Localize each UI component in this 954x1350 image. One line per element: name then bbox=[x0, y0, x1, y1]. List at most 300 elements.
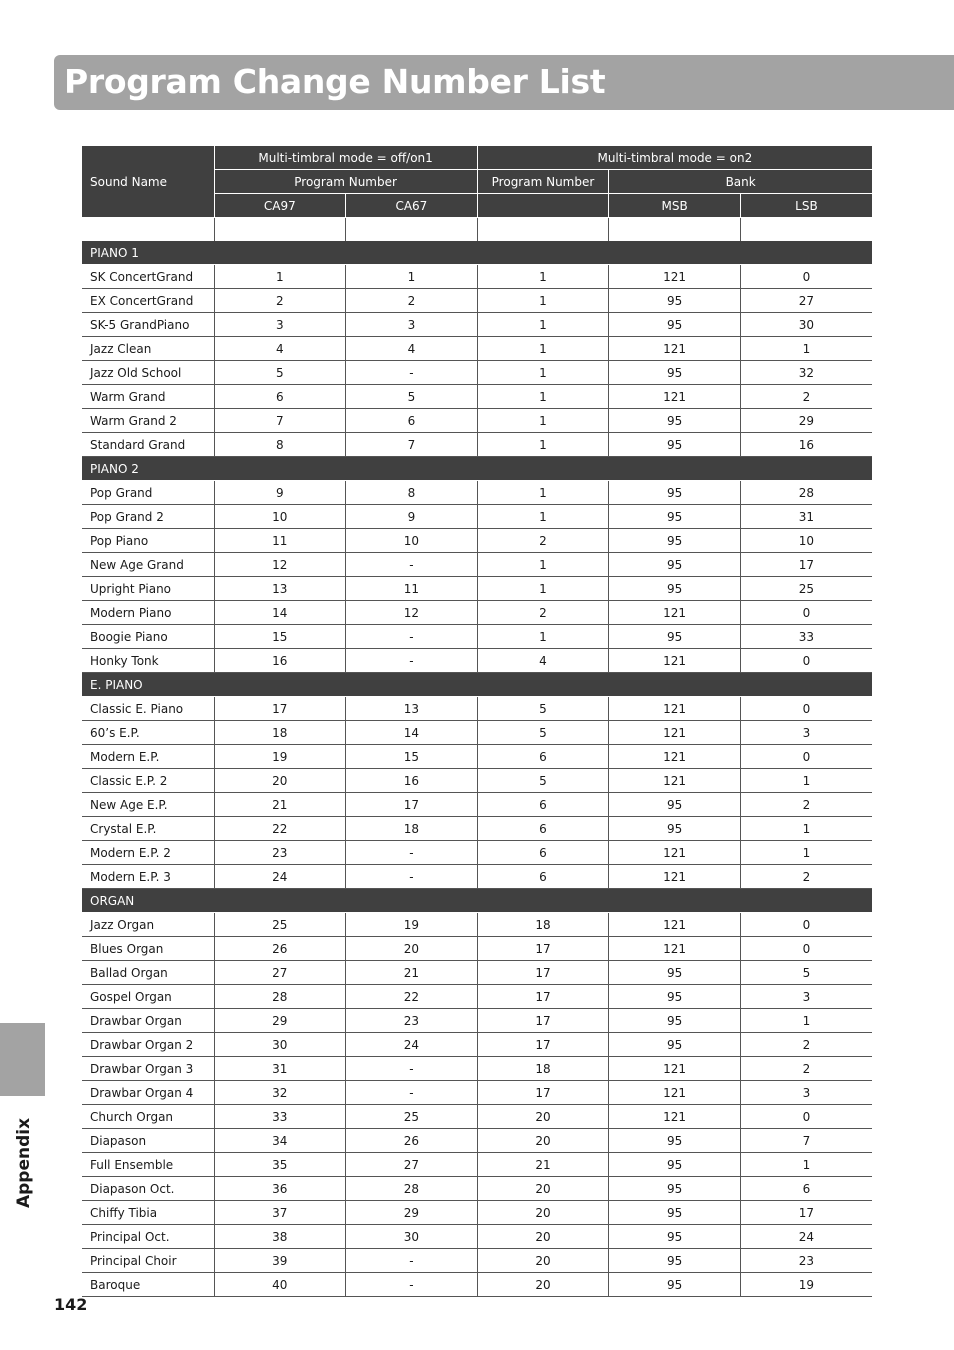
sound-name-cell: Warm Grand 2 bbox=[82, 409, 214, 433]
lsb-cell: 17 bbox=[740, 553, 872, 577]
program-number-cell: 1 bbox=[477, 385, 609, 409]
ca97-cell: 1 bbox=[214, 265, 346, 289]
msb-cell: 95 bbox=[609, 793, 741, 817]
table-row bbox=[82, 553, 872, 577]
program-number-cell: 6 bbox=[477, 817, 609, 841]
program-number-blank-header bbox=[477, 194, 609, 218]
program-number-cell: 20 bbox=[477, 1129, 609, 1153]
section-tab-label: Appendix bbox=[14, 1117, 34, 1209]
sound-name-cell: Classic E. Piano bbox=[82, 697, 214, 721]
sound-name-cell: SK ConcertGrand bbox=[82, 265, 214, 289]
ca67-cell: - bbox=[346, 625, 478, 649]
ca97-cell: 10 bbox=[214, 505, 346, 529]
ca67-cell: - bbox=[346, 361, 478, 385]
table-row bbox=[82, 937, 872, 961]
sound-name-cell: Honky Tonk bbox=[82, 649, 214, 673]
msb-cell: 95 bbox=[609, 505, 741, 529]
lsb-cell: 6 bbox=[740, 1177, 872, 1201]
lsb-header: LSB bbox=[740, 194, 872, 218]
table-row bbox=[82, 865, 872, 889]
lsb-cell: 17 bbox=[740, 1201, 872, 1225]
ca97-cell: 2 bbox=[214, 289, 346, 313]
program-number-cell: 1 bbox=[477, 265, 609, 289]
table-row bbox=[82, 1057, 872, 1081]
table-row bbox=[82, 1177, 872, 1201]
ca97-cell: 15 bbox=[214, 625, 346, 649]
sound-name-cell: Diapason bbox=[82, 1129, 214, 1153]
table-row bbox=[82, 385, 872, 409]
ca67-cell: 21 bbox=[346, 961, 478, 985]
table-row bbox=[82, 337, 872, 361]
sound-name-cell: New Age Grand bbox=[82, 553, 214, 577]
spacer-cell bbox=[477, 218, 609, 242]
program-number-cell: 6 bbox=[477, 841, 609, 865]
lsb-cell: 10 bbox=[740, 529, 872, 553]
lsb-cell: 24 bbox=[740, 1225, 872, 1249]
ca67-cell: 11 bbox=[346, 577, 478, 601]
lsb-cell: 1 bbox=[740, 1009, 872, 1033]
program-number-cell: 17 bbox=[477, 985, 609, 1009]
sound-name-cell: Classic E.P. 2 bbox=[82, 769, 214, 793]
ca97-cell: 18 bbox=[214, 721, 346, 745]
program-number-cell: 1 bbox=[477, 409, 609, 433]
ca67-cell: 2 bbox=[346, 289, 478, 313]
ca67-cell: - bbox=[346, 649, 478, 673]
table-row bbox=[82, 961, 872, 985]
lsb-cell: 16 bbox=[740, 433, 872, 457]
msb-cell: 95 bbox=[609, 481, 741, 505]
ca67-cell: 30 bbox=[346, 1225, 478, 1249]
lsb-cell: 32 bbox=[740, 361, 872, 385]
msb-cell: 95 bbox=[609, 985, 741, 1009]
msb-cell: 121 bbox=[609, 337, 741, 361]
program-number-cell: 1 bbox=[477, 625, 609, 649]
ca97-cell: 29 bbox=[214, 1009, 346, 1033]
lsb-cell: 3 bbox=[740, 721, 872, 745]
ca67-cell: - bbox=[346, 1249, 478, 1273]
program-number-cell: 5 bbox=[477, 721, 609, 745]
ca97-cell: 6 bbox=[214, 385, 346, 409]
ca67-cell: - bbox=[346, 1057, 478, 1081]
table-row bbox=[82, 793, 872, 817]
sound-name-cell: Modern E.P. 2 bbox=[82, 841, 214, 865]
table-row bbox=[82, 625, 872, 649]
lsb-cell: 5 bbox=[740, 961, 872, 985]
ca97-cell: 11 bbox=[214, 529, 346, 553]
ca97-cell: 31 bbox=[214, 1057, 346, 1081]
ca97-cell: 35 bbox=[214, 1153, 346, 1177]
program-number-cell: 1 bbox=[477, 553, 609, 577]
sound-name-cell: 60’s E.P. bbox=[82, 721, 214, 745]
lsb-cell: 2 bbox=[740, 385, 872, 409]
sound-name-cell: Drawbar Organ 2 bbox=[82, 1033, 214, 1057]
table-row bbox=[82, 409, 872, 433]
table-row bbox=[82, 1009, 872, 1033]
lsb-cell: 31 bbox=[740, 505, 872, 529]
lsb-cell: 28 bbox=[740, 481, 872, 505]
table-row bbox=[82, 841, 872, 865]
sound-name-cell: Drawbar Organ 4 bbox=[82, 1081, 214, 1105]
ca97-cell: 7 bbox=[214, 409, 346, 433]
table-row bbox=[82, 1225, 872, 1249]
msb-cell: 121 bbox=[609, 697, 741, 721]
ca97-cell: 19 bbox=[214, 745, 346, 769]
msb-cell: 121 bbox=[609, 385, 741, 409]
msb-cell: 95 bbox=[609, 1201, 741, 1225]
lsb-cell: 1 bbox=[740, 1153, 872, 1177]
lsb-cell: 3 bbox=[740, 1081, 872, 1105]
lsb-cell: 25 bbox=[740, 577, 872, 601]
ca97-cell: 36 bbox=[214, 1177, 346, 1201]
sound-name-cell: Upright Piano bbox=[82, 577, 214, 601]
msb-cell: 121 bbox=[609, 1081, 741, 1105]
table-row bbox=[82, 529, 872, 553]
category-row bbox=[82, 889, 872, 913]
sound-name-cell: Boogie Piano bbox=[82, 625, 214, 649]
table-row bbox=[82, 913, 872, 937]
program-number-cell: 21 bbox=[477, 1153, 609, 1177]
lsb-cell: 7 bbox=[740, 1129, 872, 1153]
ca67-cell: 22 bbox=[346, 985, 478, 1009]
multi-timbral-off-header: Multi-timbral mode = off/on1 bbox=[214, 146, 477, 170]
bank-header: Bank bbox=[609, 170, 872, 194]
spacer-cell bbox=[214, 218, 346, 242]
sound-name-cell: New Age E.P. bbox=[82, 793, 214, 817]
ca67-cell: 3 bbox=[346, 313, 478, 337]
lsb-cell: 2 bbox=[740, 1033, 872, 1057]
table-row bbox=[82, 1249, 872, 1273]
program-number-header-right: Program Number bbox=[477, 170, 609, 194]
ca97-cell: 8 bbox=[214, 433, 346, 457]
ca97-cell: 12 bbox=[214, 553, 346, 577]
ca67-cell: 18 bbox=[346, 817, 478, 841]
msb-cell: 95 bbox=[609, 1249, 741, 1273]
ca97-cell: 25 bbox=[214, 913, 346, 937]
program-number-cell: 20 bbox=[477, 1105, 609, 1129]
ca97-cell: 23 bbox=[214, 841, 346, 865]
ca97-cell: 28 bbox=[214, 985, 346, 1009]
program-number-cell: 17 bbox=[477, 1009, 609, 1033]
table-row bbox=[82, 769, 872, 793]
program-number-cell: 1 bbox=[477, 577, 609, 601]
msb-cell: 95 bbox=[609, 1273, 741, 1297]
table-row bbox=[82, 697, 872, 721]
ca67-cell: 14 bbox=[346, 721, 478, 745]
ca97-cell: 40 bbox=[214, 1273, 346, 1297]
ca67-cell: 23 bbox=[346, 1009, 478, 1033]
ca97-cell: 21 bbox=[214, 793, 346, 817]
ca97-cell: 34 bbox=[214, 1129, 346, 1153]
msb-cell: 121 bbox=[609, 721, 741, 745]
category-label: ORGAN bbox=[82, 889, 872, 913]
sound-name-cell: SK-5 GrandPiano bbox=[82, 313, 214, 337]
category-label: PIANO 2 bbox=[82, 457, 872, 481]
msb-cell: 95 bbox=[609, 817, 741, 841]
program-number-cell: 1 bbox=[477, 481, 609, 505]
ca67-cell: 26 bbox=[346, 1129, 478, 1153]
ca67-cell: 16 bbox=[346, 769, 478, 793]
ca67-cell: 8 bbox=[346, 481, 478, 505]
msb-cell: 121 bbox=[609, 769, 741, 793]
title-bar bbox=[54, 55, 954, 110]
spacer-cell bbox=[740, 218, 872, 242]
sound-name-cell: Jazz Clean bbox=[82, 337, 214, 361]
lsb-cell: 19 bbox=[740, 1273, 872, 1297]
program-number-cell: 20 bbox=[477, 1273, 609, 1297]
program-number-cell: 5 bbox=[477, 697, 609, 721]
spacer-cell bbox=[346, 218, 478, 242]
program-number-cell: 1 bbox=[477, 361, 609, 385]
msb-cell: 95 bbox=[609, 1153, 741, 1177]
page-number: 142 bbox=[54, 1295, 88, 1314]
ca67-cell: 10 bbox=[346, 529, 478, 553]
lsb-cell: 23 bbox=[740, 1249, 872, 1273]
program-number-cell: 6 bbox=[477, 793, 609, 817]
ca67-cell: - bbox=[346, 553, 478, 577]
sound-name-cell: Warm Grand bbox=[82, 385, 214, 409]
program-number-cell: 20 bbox=[477, 1201, 609, 1225]
table-header bbox=[82, 146, 872, 218]
msb-cell: 95 bbox=[609, 1129, 741, 1153]
msb-cell: 95 bbox=[609, 1033, 741, 1057]
spacer-cell bbox=[609, 218, 741, 242]
sound-name-cell: Modern E.P. bbox=[82, 745, 214, 769]
sound-name-cell: Pop Grand bbox=[82, 481, 214, 505]
program-number-cell: 2 bbox=[477, 529, 609, 553]
page-title: Program Change Number List bbox=[64, 62, 606, 101]
program-number-cell: 1 bbox=[477, 289, 609, 313]
ca97-cell: 16 bbox=[214, 649, 346, 673]
msb-cell: 121 bbox=[609, 649, 741, 673]
sound-name-cell: Pop Piano bbox=[82, 529, 214, 553]
sound-name-cell: Chiffy Tibia bbox=[82, 1201, 214, 1225]
msb-cell: 95 bbox=[609, 961, 741, 985]
sound-name-cell: Full Ensemble bbox=[82, 1153, 214, 1177]
msb-cell: 121 bbox=[609, 601, 741, 625]
table-row bbox=[82, 1105, 872, 1129]
lsb-cell: 0 bbox=[740, 745, 872, 769]
msb-cell: 95 bbox=[609, 361, 741, 385]
category-label: PIANO 1 bbox=[82, 241, 872, 265]
ca97-cell: 9 bbox=[214, 481, 346, 505]
lsb-cell: 0 bbox=[740, 601, 872, 625]
program-number-cell: 1 bbox=[477, 505, 609, 529]
ca67-cell: 17 bbox=[346, 793, 478, 817]
program-number-cell: 1 bbox=[477, 337, 609, 361]
program-number-header-left: Program Number bbox=[214, 170, 477, 194]
program-number-cell: 17 bbox=[477, 1081, 609, 1105]
msb-cell: 121 bbox=[609, 841, 741, 865]
sound-name-cell: Standard Grand bbox=[82, 433, 214, 457]
sound-name-cell: Principal Choir bbox=[82, 1249, 214, 1273]
lsb-cell: 29 bbox=[740, 409, 872, 433]
table-row bbox=[82, 649, 872, 673]
sound-name-header: Sound Name bbox=[82, 146, 214, 218]
ca97-cell: 39 bbox=[214, 1249, 346, 1273]
ca67-cell: 24 bbox=[346, 1033, 478, 1057]
program-number-cell: 17 bbox=[477, 961, 609, 985]
ca97-cell: 24 bbox=[214, 865, 346, 889]
sound-name-cell: Drawbar Organ 3 bbox=[82, 1057, 214, 1081]
ca97-cell: 32 bbox=[214, 1081, 346, 1105]
sound-name-cell: Crystal E.P. bbox=[82, 817, 214, 841]
table-body bbox=[82, 218, 872, 1297]
table-row bbox=[82, 481, 872, 505]
table-row bbox=[82, 1033, 872, 1057]
msb-cell: 95 bbox=[609, 553, 741, 577]
ca67-header: CA67 bbox=[346, 194, 478, 218]
ca67-cell: - bbox=[346, 1273, 478, 1297]
ca97-cell: 26 bbox=[214, 937, 346, 961]
sound-name-cell: Modern Piano bbox=[82, 601, 214, 625]
msb-cell: 95 bbox=[609, 409, 741, 433]
msb-cell: 121 bbox=[609, 265, 741, 289]
lsb-cell: 2 bbox=[740, 865, 872, 889]
ca67-cell: 19 bbox=[346, 913, 478, 937]
program-number-cell: 18 bbox=[477, 913, 609, 937]
lsb-cell: 0 bbox=[740, 697, 872, 721]
msb-cell: 95 bbox=[609, 577, 741, 601]
sound-name-cell: Diapason Oct. bbox=[82, 1177, 214, 1201]
msb-header: MSB bbox=[609, 194, 741, 218]
msb-cell: 95 bbox=[609, 433, 741, 457]
lsb-cell: 1 bbox=[740, 337, 872, 361]
ca97-cell: 30 bbox=[214, 1033, 346, 1057]
msb-cell: 95 bbox=[609, 289, 741, 313]
lsb-cell: 0 bbox=[740, 937, 872, 961]
program-number-cell: 5 bbox=[477, 769, 609, 793]
ca97-cell: 4 bbox=[214, 337, 346, 361]
lsb-cell: 33 bbox=[740, 625, 872, 649]
lsb-cell: 3 bbox=[740, 985, 872, 1009]
ca97-cell: 14 bbox=[214, 601, 346, 625]
ca67-cell: 29 bbox=[346, 1201, 478, 1225]
ca67-cell: 7 bbox=[346, 433, 478, 457]
table-row bbox=[82, 361, 872, 385]
table-row bbox=[82, 289, 872, 313]
table-row bbox=[82, 817, 872, 841]
ca67-cell: 9 bbox=[346, 505, 478, 529]
sound-name-cell: Drawbar Organ bbox=[82, 1009, 214, 1033]
sound-name-cell: Pop Grand 2 bbox=[82, 505, 214, 529]
sound-name-cell: Church Organ bbox=[82, 1105, 214, 1129]
lsb-cell: 0 bbox=[740, 649, 872, 673]
table-row bbox=[82, 1273, 872, 1297]
sound-name-cell: Gospel Organ bbox=[82, 985, 214, 1009]
lsb-cell: 1 bbox=[740, 769, 872, 793]
ca67-cell: 15 bbox=[346, 745, 478, 769]
table-row bbox=[82, 1153, 872, 1177]
table-row bbox=[82, 1081, 872, 1105]
table-row bbox=[82, 601, 872, 625]
spacer-cell bbox=[82, 218, 214, 242]
table-row bbox=[82, 577, 872, 601]
side-tab-marker bbox=[0, 1023, 45, 1096]
ca67-cell: 20 bbox=[346, 937, 478, 961]
ca67-cell: - bbox=[346, 1081, 478, 1105]
program-number-cell: 20 bbox=[477, 1249, 609, 1273]
lsb-cell: 0 bbox=[740, 1105, 872, 1129]
sound-name-cell: Blues Organ bbox=[82, 937, 214, 961]
ca97-cell: 33 bbox=[214, 1105, 346, 1129]
ca97-cell: 13 bbox=[214, 577, 346, 601]
lsb-cell: 1 bbox=[740, 841, 872, 865]
table-row bbox=[82, 265, 872, 289]
msb-cell: 95 bbox=[609, 529, 741, 553]
table-row bbox=[82, 721, 872, 745]
sound-name-cell: Ballad Organ bbox=[82, 961, 214, 985]
lsb-cell: 2 bbox=[740, 1057, 872, 1081]
table-row bbox=[82, 505, 872, 529]
program-number-cell: 2 bbox=[477, 601, 609, 625]
ca97-cell: 5 bbox=[214, 361, 346, 385]
msb-cell: 121 bbox=[609, 1057, 741, 1081]
ca97-cell: 17 bbox=[214, 697, 346, 721]
ca97-header: CA97 bbox=[214, 194, 346, 218]
ca67-cell: 6 bbox=[346, 409, 478, 433]
ca67-cell: 4 bbox=[346, 337, 478, 361]
ca67-cell: 28 bbox=[346, 1177, 478, 1201]
sound-name-cell: Jazz Organ bbox=[82, 913, 214, 937]
program-number-cell: 17 bbox=[477, 1033, 609, 1057]
sound-name-cell: Jazz Old School bbox=[82, 361, 214, 385]
msb-cell: 95 bbox=[609, 1009, 741, 1033]
ca67-cell: 12 bbox=[346, 601, 478, 625]
ca97-cell: 37 bbox=[214, 1201, 346, 1225]
program-number-cell: 4 bbox=[477, 649, 609, 673]
msb-cell: 95 bbox=[609, 1225, 741, 1249]
category-row bbox=[82, 457, 872, 481]
msb-cell: 121 bbox=[609, 1105, 741, 1129]
table-row bbox=[82, 433, 872, 457]
ca67-cell: 5 bbox=[346, 385, 478, 409]
msb-cell: 121 bbox=[609, 865, 741, 889]
ca67-cell: 13 bbox=[346, 697, 478, 721]
program-number-cell: 6 bbox=[477, 745, 609, 769]
program-number-cell: 1 bbox=[477, 433, 609, 457]
sound-name-cell: Modern E.P. 3 bbox=[82, 865, 214, 889]
ca67-cell: 25 bbox=[346, 1105, 478, 1129]
ca97-cell: 20 bbox=[214, 769, 346, 793]
spacer-row bbox=[82, 218, 872, 242]
program-number-cell: 17 bbox=[477, 937, 609, 961]
category-label: E. PIANO bbox=[82, 673, 872, 697]
ca67-cell: - bbox=[346, 841, 478, 865]
lsb-cell: 0 bbox=[740, 265, 872, 289]
msb-cell: 95 bbox=[609, 313, 741, 337]
ca97-cell: 38 bbox=[214, 1225, 346, 1249]
msb-cell: 121 bbox=[609, 745, 741, 769]
msb-cell: 95 bbox=[609, 625, 741, 649]
msb-cell: 121 bbox=[609, 913, 741, 937]
program-number-cell: 18 bbox=[477, 1057, 609, 1081]
category-row bbox=[82, 241, 872, 265]
sound-name-cell: EX ConcertGrand bbox=[82, 289, 214, 313]
lsb-cell: 2 bbox=[740, 793, 872, 817]
multi-timbral-on2-header: Multi-timbral mode = on2 bbox=[477, 146, 872, 170]
program-number-cell: 6 bbox=[477, 865, 609, 889]
table-row bbox=[82, 313, 872, 337]
ca97-cell: 3 bbox=[214, 313, 346, 337]
sound-name-cell: Principal Oct. bbox=[82, 1225, 214, 1249]
ca97-cell: 22 bbox=[214, 817, 346, 841]
lsb-cell: 30 bbox=[740, 313, 872, 337]
ca97-cell: 27 bbox=[214, 961, 346, 985]
table-row bbox=[82, 985, 872, 1009]
ca67-cell: 1 bbox=[346, 265, 478, 289]
ca67-cell: - bbox=[346, 865, 478, 889]
ca67-cell: 27 bbox=[346, 1153, 478, 1177]
